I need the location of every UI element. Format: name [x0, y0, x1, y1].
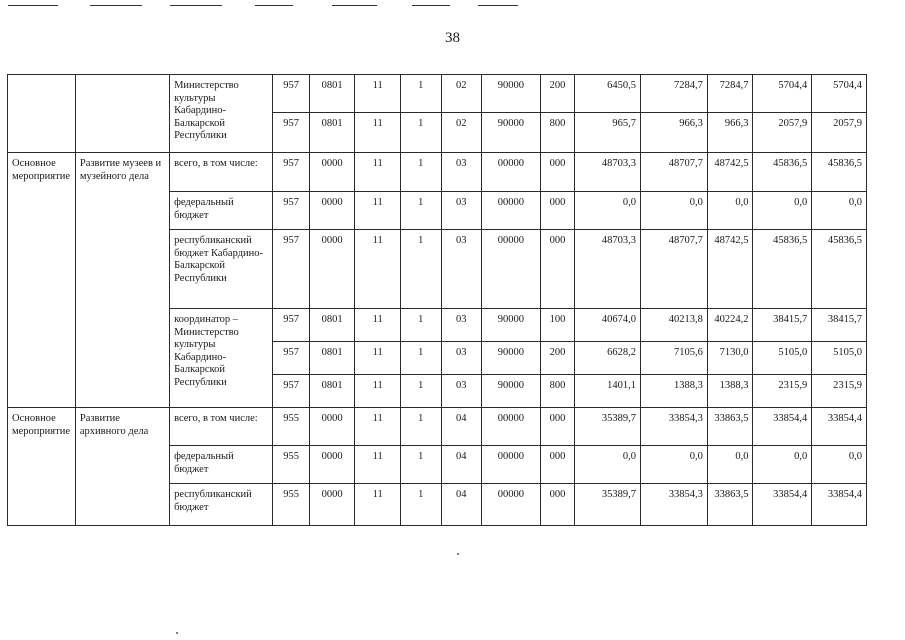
cell-vr: 800: [540, 113, 574, 153]
cell-value-4: 0,0: [753, 446, 812, 484]
cell-value-5: 5704,4: [812, 75, 867, 113]
cell-om: 03: [441, 230, 482, 309]
cell-om: 03: [441, 342, 482, 375]
cell-source: координатор – Министерство культуры Кабардино-Балкарской Республики: [170, 309, 273, 408]
cell-value-3: 0,0: [707, 446, 753, 484]
cell-om: 03: [441, 153, 482, 192]
cell-pgp: 1: [400, 75, 441, 113]
cell-value-2: 1388,3: [641, 375, 708, 408]
cell-grbs: 957: [273, 153, 309, 192]
cell-source: федеральный бюджет: [170, 446, 273, 484]
cell-value-1: 35389,7: [575, 408, 641, 446]
cell-vr: 000: [540, 446, 574, 484]
cell-value-1: 1401,1: [575, 375, 641, 408]
cell-om: 02: [441, 75, 482, 113]
cell-om: 03: [441, 309, 482, 342]
cell-direction: 00000: [482, 153, 541, 192]
cell-value-4: 2057,9: [753, 113, 812, 153]
cell-value-5: 2057,9: [812, 113, 867, 153]
cell-grbs: 955: [273, 446, 309, 484]
scan-speck: [176, 632, 178, 634]
cell-value-5: 38415,7: [812, 309, 867, 342]
cell-value-2: 48707,7: [641, 230, 708, 309]
cell-grbs: 955: [273, 484, 309, 526]
cell-pgp: 1: [400, 309, 441, 342]
cell-grbs: 957: [273, 309, 309, 342]
cell-rzpr: 0801: [309, 342, 355, 375]
cell-rzpr: 0000: [309, 408, 355, 446]
cell-vr: 100: [540, 309, 574, 342]
cell-pgp: 1: [400, 113, 441, 153]
cell-rzpr: 0801: [309, 75, 355, 113]
cell-direction: 90000: [482, 75, 541, 113]
cell-value-4: 33854,4: [753, 484, 812, 526]
cell-value-4: 33854,4: [753, 408, 812, 446]
cell-pgp: 1: [400, 375, 441, 408]
cell-vr: 200: [540, 75, 574, 113]
cell-value-4: 0,0: [753, 192, 812, 230]
cell-om: 04: [441, 484, 482, 526]
cell-om: 03: [441, 375, 482, 408]
cell-vr: 000: [540, 230, 574, 309]
cell-value-2: 0,0: [641, 446, 708, 484]
top-rule: [255, 5, 293, 6]
cell-grbs: 957: [273, 113, 309, 153]
cell-grbs: 955: [273, 408, 309, 446]
cell-om: 04: [441, 408, 482, 446]
cell-rzpr: 0801: [309, 375, 355, 408]
cell-pgp: 1: [400, 230, 441, 309]
cell-direction: 00000: [482, 484, 541, 526]
cell-value-3: 966,3: [707, 113, 753, 153]
table-row: [8, 153, 867, 192]
cell-value-5: 33854,4: [812, 408, 867, 446]
cell-gp: 11: [355, 342, 401, 375]
cell-value-1: 48703,3: [575, 230, 641, 309]
cell-name: Развитие музеев и музейного дела: [75, 153, 169, 408]
cell-vr: 800: [540, 375, 574, 408]
cell-value-1: 6450,5: [575, 75, 641, 113]
top-rule: [332, 5, 377, 6]
cell-rzpr: 0801: [309, 309, 355, 342]
table-row: [8, 408, 867, 446]
top-rule: [8, 5, 58, 6]
cell-value-4: 38415,7: [753, 309, 812, 342]
cell-source: республиканский бюджет: [170, 484, 273, 526]
cell-value-2: 0,0: [641, 192, 708, 230]
cell-value-3: 33863,5: [707, 408, 753, 446]
top-rule: [478, 5, 518, 6]
cell-vr: 000: [540, 192, 574, 230]
cell-pgp: 1: [400, 408, 441, 446]
cell-value-5: 0,0: [812, 446, 867, 484]
cell-type: Основное мероприятие: [8, 408, 76, 526]
cell-value-1: 965,7: [575, 113, 641, 153]
cell-value-1: 0,0: [575, 446, 641, 484]
cell-value-2: 48707,7: [641, 153, 708, 192]
top-rule: [90, 5, 142, 6]
cell-direction: 90000: [482, 342, 541, 375]
cell-vr: 000: [540, 484, 574, 526]
cell-pgp: 1: [400, 342, 441, 375]
cell-value-3: 33863,5: [707, 484, 753, 526]
cell-value-1: 48703,3: [575, 153, 641, 192]
scan-speck: [457, 553, 459, 555]
cell-gp: 11: [355, 446, 401, 484]
cell-vr: 000: [540, 408, 574, 446]
cell-gp: 11: [355, 484, 401, 526]
cell-value-2: 7284,7: [641, 75, 708, 113]
cell-value-3: 0,0: [707, 192, 753, 230]
cell-grbs: 957: [273, 342, 309, 375]
cell-rzpr: 0000: [309, 192, 355, 230]
cell-value-2: 33854,3: [641, 484, 708, 526]
cell-pgp: 1: [400, 192, 441, 230]
cell-grbs: 957: [273, 75, 309, 113]
cell-value-5: 33854,4: [812, 484, 867, 526]
top-rule: [170, 5, 222, 6]
cell-gp: 11: [355, 113, 401, 153]
cell-value-1: 35389,7: [575, 484, 641, 526]
cell-value-4: 45836,5: [753, 153, 812, 192]
cell-direction: 00000: [482, 408, 541, 446]
cell-value-4: 2315,9: [753, 375, 812, 408]
cell-name: [75, 75, 169, 153]
cell-direction: 90000: [482, 309, 541, 342]
cell-value-3: 48742,5: [707, 153, 753, 192]
cell-gp: 11: [355, 408, 401, 446]
cell-value-5: 45836,5: [812, 230, 867, 309]
cell-value-4: 45836,5: [753, 230, 812, 309]
cell-direction: 90000: [482, 375, 541, 408]
cell-rzpr: 0000: [309, 153, 355, 192]
cell-gp: 11: [355, 153, 401, 192]
cell-grbs: 957: [273, 230, 309, 309]
cell-source: федеральный бюджет: [170, 192, 273, 230]
cell-om: 03: [441, 192, 482, 230]
cell-value-3: 1388,3: [707, 375, 753, 408]
cell-gp: 11: [355, 309, 401, 342]
cell-direction: 00000: [482, 446, 541, 484]
cell-om: 02: [441, 113, 482, 153]
cell-rzpr: 0000: [309, 446, 355, 484]
cell-source: республиканский бюджет Кабардино-Балкарской Республики: [170, 230, 273, 309]
cell-name: Развитие архивного дела: [75, 408, 169, 526]
cell-pgp: 1: [400, 446, 441, 484]
cell-value-4: 5105,0: [753, 342, 812, 375]
page-number: 38: [445, 30, 460, 46]
table-row: [8, 75, 867, 113]
cell-om: 04: [441, 446, 482, 484]
cell-value-3: 48742,5: [707, 230, 753, 309]
cell-direction: 00000: [482, 192, 541, 230]
cell-direction: 00000: [482, 230, 541, 309]
cell-value-2: 40213,8: [641, 309, 708, 342]
cell-value-5: 5105,0: [812, 342, 867, 375]
cell-vr: 200: [540, 342, 574, 375]
cell-value-4: 5704,4: [753, 75, 812, 113]
cell-rzpr: 0000: [309, 484, 355, 526]
cell-gp: 11: [355, 192, 401, 230]
top-rule: [412, 5, 450, 6]
cell-gp: 11: [355, 375, 401, 408]
cell-value-1: 0,0: [575, 192, 641, 230]
cell-source: всего, в том числе:: [170, 408, 273, 446]
cell-value-5: 0,0: [812, 192, 867, 230]
cell-value-2: 33854,3: [641, 408, 708, 446]
cell-value-3: 7130,0: [707, 342, 753, 375]
cell-value-2: 7105,6: [641, 342, 708, 375]
cell-value-5: 2315,9: [812, 375, 867, 408]
cell-value-1: 6628,2: [575, 342, 641, 375]
cell-type: [8, 75, 76, 153]
cell-pgp: 1: [400, 484, 441, 526]
budget-table: [7, 74, 867, 526]
cell-value-1: 40674,0: [575, 309, 641, 342]
cell-source: всего, в том числе:: [170, 153, 273, 192]
cell-source: Министерство культуры Кабардино-Балкарской Республики: [170, 75, 273, 153]
cell-gp: 11: [355, 75, 401, 113]
cell-rzpr: 0801: [309, 113, 355, 153]
cell-grbs: 957: [273, 375, 309, 408]
cell-direction: 90000: [482, 113, 541, 153]
cell-value-2: 966,3: [641, 113, 708, 153]
cell-type: Основное мероприятие: [8, 153, 76, 408]
cell-rzpr: 0000: [309, 230, 355, 309]
cell-value-3: 40224,2: [707, 309, 753, 342]
cell-grbs: 957: [273, 192, 309, 230]
cell-vr: 000: [540, 153, 574, 192]
cell-value-3: 7284,7: [707, 75, 753, 113]
cell-gp: 11: [355, 230, 401, 309]
cell-pgp: 1: [400, 153, 441, 192]
cell-value-5: 45836,5: [812, 153, 867, 192]
